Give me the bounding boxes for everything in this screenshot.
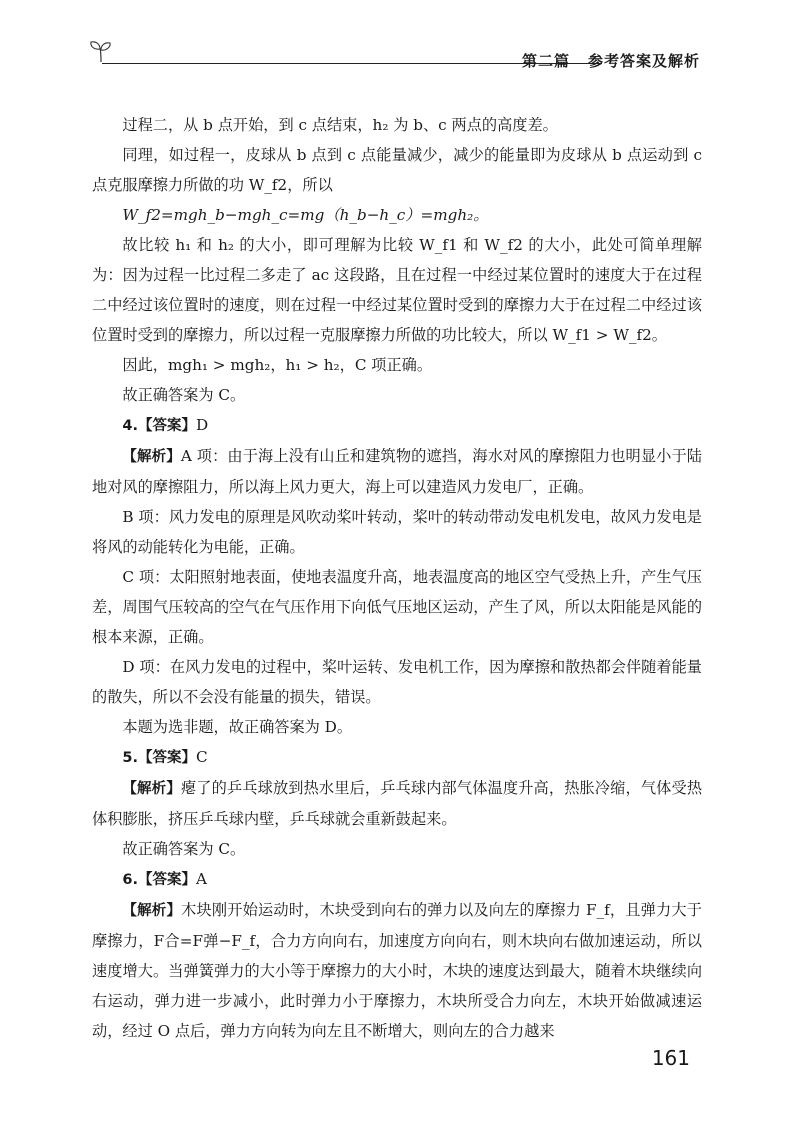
header-part: 第二篇 — [521, 52, 570, 70]
answer-line — [92, 864, 702, 895]
answer-label: 6.【答案】 — [122, 872, 196, 888]
analysis-text: 瘪了的乒乓球放到热水里后，乒乓球内部气体温度升高，热胀冷缩，气体受热体积膨胀，挤压乒乓球内壁，乒乓球就会重新鼓起来。 — [92, 779, 703, 828]
header-title — [522, 50, 700, 71]
answer-value: C — [196, 748, 208, 766]
page-number: 161 — [651, 1046, 690, 1070]
paragraph: 同理，如过程一，皮球从 b 点到 c 点能量减少，减少的能量即为皮球从 b 点运动到 c 点克服摩擦力所做的功 W_f2，所以 — [92, 146, 702, 194]
answer-label: 5.【答案】 — [122, 750, 196, 766]
formula: W_f2=mgh_b−mgh_c=mg（h_b−h_c）=mgh₂。 — [122, 206, 489, 224]
answer-label: 4.【答案】 — [122, 418, 196, 434]
paragraph: 过程二，从 b 点开始，到 c 点结束，h₂ 为 b、c 两点的高度差。 — [122, 116, 558, 134]
paragraph: B 项：风力发电的原理是风吹动桨叶转动，桨叶的转动带动发电机发电，故风力发电是将风的动能转化为电能，正确。 — [92, 508, 702, 556]
header-section: 参考答案及解析 — [587, 52, 700, 70]
answer-line — [92, 410, 702, 441]
analysis-paragraph — [92, 895, 702, 1046]
paragraph: D 项：在风力发电的过程中，桨叶运转、发电机工作，因为摩擦和散热都会伴随着能量的散失，所以不会没有能量的损失，错误。 — [92, 658, 702, 706]
analysis-paragraph — [92, 773, 702, 834]
paragraph: 故正确答案为 C。 — [122, 386, 246, 404]
analysis-text: A 项：由于海上没有山丘和建筑物的遮挡，海水对风的摩擦阻力也明显小于陆地对风的摩擦阻力，所以海上风力更大，海上可以建造风力发电厂，正确。 — [92, 447, 702, 496]
analysis-label: 【解析】 — [122, 903, 182, 919]
page-header — [88, 38, 700, 72]
answer-value: A — [196, 870, 207, 888]
paragraph: 故比较 h₁ 和 h₂ 的大小，即可理解为比较 W_f1 和 W_f2 的大小，此处可简单理解为：因为过程一比过程二多走了 ac 这段路，且在过程一中经过某位置时的速度大于在过程二中经过该位置时的速度，则在过程一中经过某位置时受到的摩擦力大于在过程二中经过该位置时受到的摩擦力，所以过程一克服摩擦力所做的功比较大，所以 W_f1 > W_f2。 — [92, 236, 702, 344]
analysis-label: 【解析】 — [122, 781, 181, 797]
paragraph: 因此，mgh₁ > mgh₂，h₁ > h₂，C 项正确。 — [122, 356, 433, 374]
paragraph: C 项：太阳照射地表面，使地表温度升高，地表温度高的地区空气受热上升，产生气压差，周围气压较高的空气在气压作用下向低气压地区运动，产生了风，所以太阳能是风能的根本来源，正确。 — [92, 568, 702, 646]
paragraph: 本题为选非题，故正确答案为 D。 — [122, 718, 353, 736]
page-body — [92, 110, 702, 1046]
analysis-paragraph — [92, 441, 702, 502]
answer-line — [92, 742, 702, 773]
analysis-label: 【解析】 — [122, 449, 181, 465]
paragraph: 故正确答案为 C。 — [122, 840, 246, 858]
answer-value: D — [196, 416, 209, 434]
sprout-icon — [88, 38, 114, 64]
analysis-text: 木块刚开始运动时，木块受到向右的弹力以及向左的摩擦力 F_f，且弹力大于摩擦力，F合=F弹−F_f，合力方向向右，加速度方向向右，则木块向右做加速运动，所以速度增大。当弹簧弹力的大小等于摩擦力的大小时，木块的速度达到最大，随着木块继续向右运动，弹力进一步减小，此时弹力小于摩擦力，木块所受合力向左，木块开始做减速运动，经过 O 点后，弹力方向转为向左且不断增大，则向左的合力越来 — [92, 901, 702, 1040]
